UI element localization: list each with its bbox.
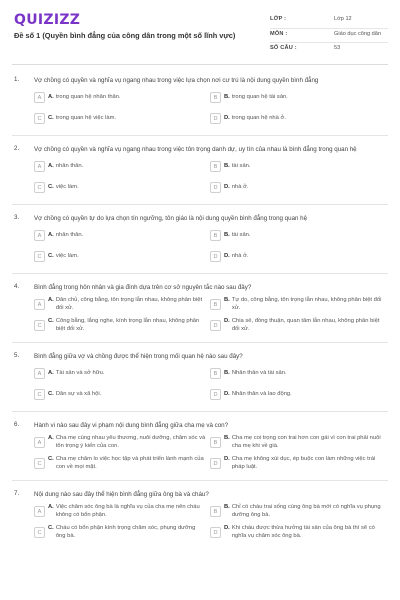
answer-letter-box: A bbox=[34, 230, 45, 241]
answer-body bbox=[224, 94, 382, 101]
meta-value: Giáo dục công dân bbox=[334, 30, 381, 37]
answer-letter: A. bbox=[48, 231, 54, 238]
question-divider bbox=[12, 342, 388, 343]
question-item bbox=[0, 145, 400, 195]
answer-option bbox=[210, 90, 386, 105]
answer-options bbox=[34, 366, 386, 402]
question-text: Bình đẳng giữa vợ và chồng được thể hiện trong mối quan hệ nào sau đây? bbox=[34, 353, 243, 360]
answer-letter-box: A bbox=[34, 299, 45, 310]
answer-option bbox=[210, 249, 386, 264]
answer-letter: D. bbox=[224, 114, 230, 121]
answer-body bbox=[48, 318, 206, 333]
answer-option bbox=[34, 111, 210, 126]
answer-text: Cháu có bổn phận kính trọng chăm sóc, phụng dưỡng ông bà. bbox=[55, 525, 196, 539]
question-divider bbox=[12, 411, 388, 412]
answer-body bbox=[48, 232, 206, 239]
question-item bbox=[0, 283, 400, 333]
answer-letter: C. bbox=[48, 390, 54, 397]
answer-text: Chia sẻ, đồng thuận, quan tâm lẫn nhau, không phân biệt đối xử. bbox=[231, 318, 380, 332]
answer-letter: A. bbox=[48, 504, 54, 511]
answer-option bbox=[210, 366, 386, 381]
answer-text: trong quan hệ tài sản. bbox=[231, 93, 288, 100]
answer-text: Khi cháu được thừa hưởng tài sản của ông bà thì sẽ có nghĩa vụ chăm sóc ông bà. bbox=[231, 525, 375, 539]
answer-letter-box: B bbox=[210, 230, 221, 241]
question-divider bbox=[12, 204, 388, 205]
answer-option bbox=[210, 228, 386, 243]
question-text: Hành vi nào sau đây vi phạm nội dung bình đẳng giữa cha mẹ và con? bbox=[34, 422, 229, 429]
answer-letter: C. bbox=[48, 114, 54, 121]
answer-letter: C. bbox=[48, 183, 54, 190]
answer-letter-box: B bbox=[210, 506, 221, 517]
answer-option bbox=[34, 90, 210, 105]
answer-option bbox=[34, 366, 210, 381]
answer-body bbox=[224, 370, 382, 377]
answer-letter-box: D bbox=[210, 113, 221, 124]
header-divider bbox=[12, 64, 388, 65]
question-item bbox=[0, 352, 400, 402]
answer-body bbox=[224, 525, 382, 540]
answer-letter: A. bbox=[48, 297, 54, 304]
answer-text: Công bằng, lắng nghe, kính trọng lẫn nhau, không phân biệt đối xử. bbox=[55, 318, 200, 332]
answer-letter: C. bbox=[48, 456, 54, 463]
answer-option bbox=[34, 525, 210, 540]
answer-body bbox=[48, 184, 206, 191]
answer-text: tài sản. bbox=[231, 162, 251, 169]
answer-letter: D. bbox=[224, 525, 230, 532]
answer-body bbox=[224, 163, 382, 170]
answer-text: Nhân thân và lao động. bbox=[231, 390, 292, 397]
answer-body bbox=[48, 253, 206, 260]
answer-body bbox=[48, 370, 206, 377]
answer-letter-box: C bbox=[34, 182, 45, 193]
answer-option bbox=[34, 180, 210, 195]
question-text: Nội dung nào sau đây thể hiện bình đẳng giữa ông bà và cháu? bbox=[34, 491, 209, 498]
answer-letter-box: A bbox=[34, 506, 45, 517]
answer-letter: B. bbox=[224, 297, 230, 304]
question-divider bbox=[12, 135, 388, 136]
question-number: 1. bbox=[14, 76, 20, 83]
worksheet-title: Đề số 1 (Quyền bình đẳng của công dân trong một số lĩnh vực) bbox=[14, 31, 236, 40]
answer-text: Dân sự và xã hội. bbox=[55, 390, 102, 397]
answer-letter: B. bbox=[224, 93, 230, 100]
answer-options bbox=[34, 228, 386, 264]
answer-text: tài sản. bbox=[231, 231, 251, 238]
answer-body bbox=[48, 456, 206, 471]
answer-text: Cha mẹ cùng nhau yêu thương, nuôi dưỡng, chăm sóc và tôn trọng ý kiến của con. bbox=[55, 435, 206, 449]
answer-text: Chỉ có cháu trai sống cùng ông bà mới có nghĩa vụ phụng dưỡng ông bà. bbox=[231, 504, 381, 518]
answer-letter-box: D bbox=[210, 389, 221, 400]
answer-text: Tài sản và sở hữu. bbox=[55, 369, 105, 376]
answer-body bbox=[48, 163, 206, 170]
answer-letter-box: C bbox=[34, 389, 45, 400]
answer-letter-box: C bbox=[34, 458, 45, 469]
answer-text: Tự do, công bằng, tôn trọng lẫn nhau, không phân biệt đối xử. bbox=[231, 297, 382, 311]
answer-option bbox=[210, 435, 386, 450]
answer-options bbox=[34, 159, 386, 195]
answer-body bbox=[224, 456, 382, 471]
answer-text: Dân chủ, công bằng, tôn trọng lẫn nhau, không phân biệt đối xử. bbox=[55, 297, 203, 311]
answer-letter-box: D bbox=[210, 458, 221, 469]
answer-letter-box: B bbox=[210, 437, 221, 448]
answer-letter: C. bbox=[48, 252, 54, 259]
answer-text: nhà ở. bbox=[231, 252, 249, 259]
question-number: 3. bbox=[14, 214, 20, 221]
answer-text: nhà ở. bbox=[231, 183, 249, 190]
answer-letter: A. bbox=[48, 435, 54, 442]
meta-row-class bbox=[270, 14, 388, 29]
answer-text: trong quan hệ nhà ở. bbox=[231, 114, 286, 121]
answer-text: việc làm. bbox=[55, 183, 79, 190]
answer-letter-box: D bbox=[210, 527, 221, 538]
question-item bbox=[0, 421, 400, 471]
meta-row-subject bbox=[270, 29, 388, 44]
answer-letter-box: B bbox=[210, 161, 221, 172]
answer-body bbox=[224, 297, 382, 312]
answer-text: Nhân thân và tài sản. bbox=[231, 369, 287, 376]
answer-option bbox=[210, 297, 386, 312]
answer-option bbox=[34, 456, 210, 471]
meta-label: SỐ CÂU : bbox=[270, 45, 297, 52]
answer-text: Cha mẹ không xúi dục, ép buộc con làm những việc trái pháp luật. bbox=[231, 456, 376, 470]
answer-letter: D. bbox=[224, 183, 230, 190]
question-list bbox=[0, 76, 400, 549]
question-item bbox=[0, 214, 400, 264]
answer-option bbox=[210, 318, 386, 333]
answer-body bbox=[48, 115, 206, 122]
answer-body bbox=[224, 391, 382, 398]
question-number: 2. bbox=[14, 145, 20, 152]
answer-letter: A. bbox=[48, 162, 54, 169]
question-number: 5. bbox=[14, 352, 20, 359]
question-number: 7. bbox=[14, 490, 20, 497]
answer-letter-box: B bbox=[210, 368, 221, 379]
answer-options bbox=[34, 504, 386, 540]
answer-body bbox=[224, 253, 382, 260]
answer-letter-box: C bbox=[34, 320, 45, 331]
meta-row-question-count bbox=[270, 43, 388, 57]
meta-label: MÔN : bbox=[270, 30, 288, 37]
question-number: 6. bbox=[14, 421, 20, 428]
answer-text: Cha mẹ coi trọng con trai hơn con gái vì con trai phải nuôi cha mẹ khi về già. bbox=[231, 435, 381, 449]
answer-letter-box: A bbox=[34, 161, 45, 172]
answer-body bbox=[48, 94, 206, 101]
worksheet-header bbox=[0, 0, 400, 64]
answer-letter: B. bbox=[224, 231, 230, 238]
answer-option bbox=[210, 180, 386, 195]
answer-letter-box: C bbox=[34, 251, 45, 262]
answer-text: việc làm. bbox=[55, 252, 79, 259]
answer-letter: D. bbox=[224, 252, 230, 259]
answer-option bbox=[34, 228, 210, 243]
answer-option bbox=[34, 318, 210, 333]
answer-letter: D. bbox=[224, 390, 230, 397]
question-text: Bình đẳng trong hôn nhân và gia đình dựa trên cơ sở nguyên tắc nào sau đây? bbox=[34, 284, 252, 291]
question-item bbox=[0, 76, 400, 126]
answer-letter-box: D bbox=[210, 182, 221, 193]
answer-option bbox=[210, 111, 386, 126]
answer-body bbox=[48, 391, 206, 398]
answer-letter: B. bbox=[224, 435, 230, 442]
question-item bbox=[0, 490, 400, 540]
answer-letter: A. bbox=[48, 369, 54, 376]
question-divider bbox=[12, 480, 388, 481]
answer-text: nhân thân. bbox=[55, 162, 84, 169]
answer-letter-box: A bbox=[34, 368, 45, 379]
answer-body bbox=[224, 504, 382, 519]
question-divider bbox=[12, 273, 388, 274]
answer-option bbox=[34, 435, 210, 450]
answer-option bbox=[210, 387, 386, 402]
answer-letter-box: B bbox=[210, 299, 221, 310]
answer-letter-box: B bbox=[210, 92, 221, 103]
answer-letter: B. bbox=[224, 504, 230, 511]
answer-body bbox=[48, 525, 206, 540]
answer-body bbox=[224, 318, 382, 333]
answer-letter: C. bbox=[48, 318, 54, 325]
answer-letter: B. bbox=[224, 369, 230, 376]
answer-option bbox=[210, 525, 386, 540]
meta-value: 53 bbox=[334, 45, 341, 52]
answer-option bbox=[34, 249, 210, 264]
worksheet-meta bbox=[270, 14, 388, 57]
answer-letter-box: C bbox=[34, 113, 45, 124]
answer-option bbox=[210, 456, 386, 471]
answer-option bbox=[210, 159, 386, 174]
answer-option bbox=[34, 504, 210, 519]
question-text: Vợ chồng có quyền và nghĩa vụ ngang nhau trong việc lựa chọn nơi cư trú là nội dung quyền bình đẳng bbox=[34, 77, 319, 84]
answer-body bbox=[48, 504, 206, 519]
answer-option bbox=[34, 159, 210, 174]
answer-options bbox=[34, 435, 386, 471]
answer-options bbox=[34, 297, 386, 333]
answer-body bbox=[48, 435, 206, 450]
answer-option bbox=[34, 387, 210, 402]
question-number: 4. bbox=[14, 283, 20, 290]
meta-value: Lớp 12 bbox=[334, 16, 352, 22]
answer-letter-box: A bbox=[34, 92, 45, 103]
quizizz-logo: QUIZIZZ bbox=[14, 12, 81, 28]
answer-option bbox=[210, 504, 386, 519]
answer-options bbox=[34, 90, 386, 126]
answer-text: nhân thân. bbox=[55, 231, 84, 238]
answer-body bbox=[224, 232, 382, 239]
question-text: Vợ chồng có quyền và nghĩa vụ ngang nhau trong việc tôn trọng danh dự, uy tín của nhau là bình đẳng trong quan hệ bbox=[34, 146, 357, 153]
answer-text: trong quan hệ việc làm. bbox=[55, 114, 117, 121]
answer-letter: A. bbox=[48, 93, 54, 100]
answer-body bbox=[224, 184, 382, 191]
question-text: Vợ chồng có quyền tự do lựa chọn tín ngưỡng, tôn giáo là nội dung quyền bình đẳng trong quan hệ bbox=[34, 215, 308, 222]
answer-letter-box: A bbox=[34, 437, 45, 448]
answer-letter-box: D bbox=[210, 251, 221, 262]
answer-text: trong quan hệ nhân thân. bbox=[55, 93, 121, 100]
answer-letter-box: C bbox=[34, 527, 45, 538]
answer-letter: C. bbox=[48, 525, 54, 532]
answer-text: Cha mẹ chăm lo việc học tập và phát triển lành mạnh của con về mọi mặt. bbox=[55, 456, 204, 470]
answer-body bbox=[48, 297, 206, 312]
answer-body bbox=[224, 115, 382, 122]
answer-letter-box: D bbox=[210, 320, 221, 331]
answer-option bbox=[34, 297, 210, 312]
answer-letter: B. bbox=[224, 162, 230, 169]
answer-body bbox=[224, 435, 382, 450]
answer-letter: D. bbox=[224, 456, 230, 463]
answer-text: Việc chăm sóc ông bà là nghĩa vụ của cha mẹ nên cháu không có bổn phận. bbox=[55, 504, 200, 518]
meta-label: LỚP : bbox=[270, 16, 287, 22]
answer-letter: D. bbox=[224, 318, 230, 325]
